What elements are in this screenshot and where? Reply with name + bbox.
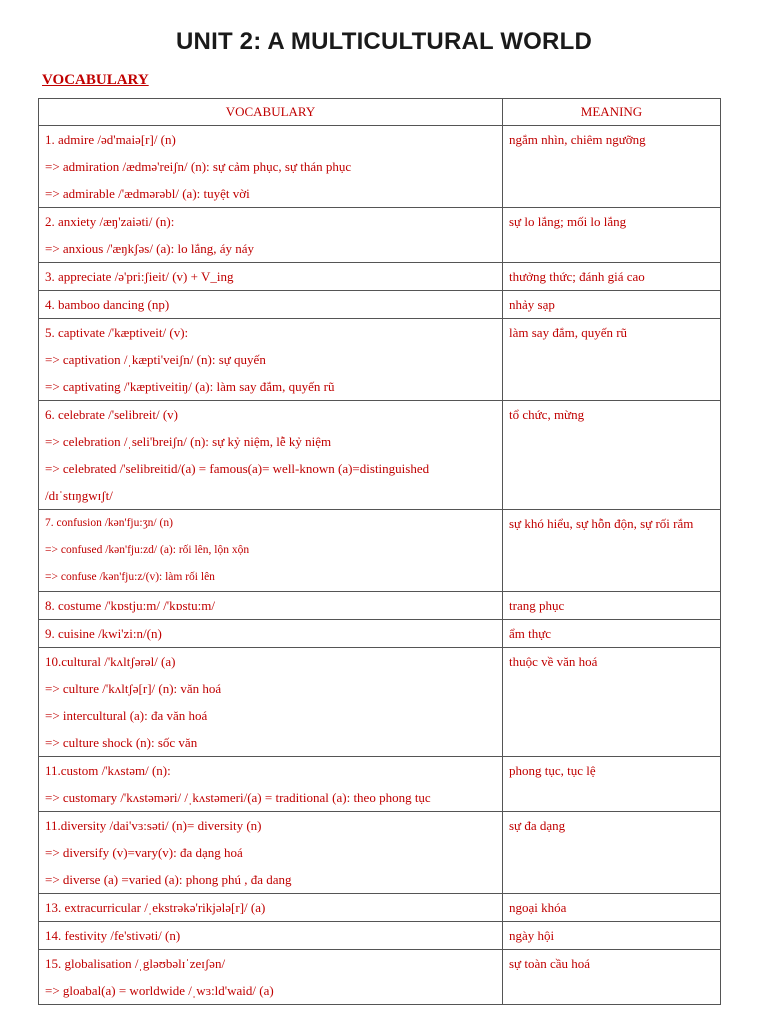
vocabulary-table [38,98,721,1005]
vocabulary-line: 15. globalisation /ˌgləʊbəlɪˈzeɪʃən/ [45,956,226,971]
table-row [39,208,721,263]
meaning-cell: sự khó hiểu, sự hỗn độn, sự rối rắm [503,510,721,592]
vocabulary-line: 2. anxiety /æŋ'zaiəti/ (n): [45,214,175,229]
vocabulary-cell [39,291,503,319]
vocabulary-line: 11.diversity /dai'vɜ:səti/ (n)= diversity (n) [45,818,262,833]
vocabulary-line: => gloabal(a) = worldwide /ˌwɜ:ld'waid/ (a) [45,983,274,998]
vocabulary-line: => celebrated /'selibreitid/(a) = famous(a)= well-known (a)=distinguished [45,461,430,476]
page-title: UNIT 2: A MULTICULTURAL WORLD [176,28,592,55]
meaning-cell: tổ chức, mừng [503,401,721,510]
vocabulary-line: => diversify (v)=vary(v): đa dạng hoá [45,845,243,860]
vocabulary-line: => admiration /ædmə'reiʃn/ (n): sự cảm phục, sự thán phục [45,159,352,174]
vocabulary-line: => captivation /ˌkæpti'veiʃn/ (n): sự quyến [45,352,266,367]
vocabulary-cell [39,126,503,208]
meaning-cell: thuộc về văn hoá [503,648,721,757]
vocabulary-cell [39,922,503,950]
meaning-cell: phong tục, tục lệ [503,757,721,812]
vocabulary-line: => celebration /ˌseli'breiʃn/ (n): sự kỷ niệm, lễ kỷ niệm [45,434,332,449]
meaning-cell: trang phục [503,592,721,620]
vocabulary-line: 11.custom /'kʌstəm/ (n): [45,763,171,778]
vocabulary-line: => anxious /'æŋkʃəs/ (a): lo lắng, áy náy [45,241,255,256]
meaning-cell: nhảy sạp [503,291,721,319]
vocabulary-cell [39,812,503,894]
table-row [39,126,721,208]
table-row [39,263,721,291]
vocabulary-line: => customary /'kʌstəməri/ /ˌkʌstəmeri/(a) = traditional (a): theo phong tục [45,790,431,805]
vocabulary-cell [39,620,503,648]
vocabulary-line: 6. celebrate /'selibreit/ (v) [45,407,179,422]
meaning-cell: sự đa dạng [503,812,721,894]
vocabulary-cell [39,208,503,263]
vocabulary-line: => admirable /'ædmərəbl/ (a): tuyệt vời [45,186,250,201]
table-row [39,291,721,319]
table-row [39,401,721,510]
table-header-row [39,99,721,126]
vocabulary-line: 5. captivate /'kæptiveit/ (v): [45,325,189,340]
meaning-cell: ngắm nhìn, chiêm ngưỡng [503,126,721,208]
meaning-cell: ngoại khóa [503,894,721,922]
vocabulary-cell [39,950,503,1005]
vocabulary-cell [39,319,503,401]
table-row [39,620,721,648]
header-vocabulary: VOCABULARY [39,99,503,126]
table-row [39,812,721,894]
vocabulary-line: 10.cultural /'kʌltʃərəl/ (a) [45,654,176,669]
vocabulary-cell [39,648,503,757]
vocabulary-line: => captivating /'kæptiveitiŋ/ (a): làm say đắm, quyến rũ [45,379,335,394]
vocabulary-line: /dɪˈstɪŋgwɪʃt/ [45,488,113,503]
vocabulary-line: 7. confusion /kən'fju:ʒn/ (n) [45,517,173,529]
table-row [39,757,721,812]
meaning-cell: ngày hội [503,922,721,950]
meaning-cell: ẩm thực [503,620,721,648]
vocabulary-line: => culture /'kʌltʃə[r]/ (n): văn hoá [45,681,222,696]
vocabulary-line: => intercultural (a): đa văn hoá [45,708,208,723]
table-row [39,922,721,950]
table-row [39,510,721,592]
vocabulary-line: 8. costume /'kɒstju:m/ /'kɒstu:m/ [45,598,215,613]
section-label: VOCABULARY [42,72,149,88]
vocabulary-cell [39,263,503,291]
vocabulary-line: => diverse (a) =varied (a): phong phú , đa dang [45,872,292,887]
vocabulary-line: 3. appreciate /ə'pri:ʃieit/ (v) + V_ing [45,269,234,284]
meaning-cell: thưởng thức; đánh giá cao [503,263,721,291]
vocabulary-line: 1. admire /əd'maiə[r]/ (n) [45,132,176,147]
meaning-cell: sự lo lắng; mối lo lắng [503,208,721,263]
vocabulary-cell [39,757,503,812]
vocabulary-line: => confuse /kən'fju:z/(v): làm rối lên [45,571,215,583]
vocabulary-line: 4. bamboo dancing (np) [45,297,170,312]
vocabulary-line: 14. festivity /fe'stivəti/ (n) [45,928,181,943]
table-row [39,592,721,620]
table-row [39,950,721,1005]
vocabulary-line: => culture shock (n): sốc văn [45,735,198,750]
header-meaning: MEANING [503,99,721,126]
vocabulary-line: 9. cuisine /kwi'zi:n/(n) [45,626,162,641]
meaning-cell: sự toàn cầu hoá [503,950,721,1005]
table-row [39,648,721,757]
vocabulary-cell [39,401,503,510]
meaning-cell: làm say đắm, quyến rũ [503,319,721,401]
table-row [39,894,721,922]
vocabulary-cell [39,592,503,620]
vocabulary-line: 13. extracurricular /ˌekstrəkə'rikjələ[r]/ (a) [45,900,266,915]
vocabulary-line: => confused /kən'fju:zd/ (a): rối lên, lộn xộn [45,544,250,556]
vocabulary-cell [39,510,503,592]
vocabulary-cell [39,894,503,922]
table-row [39,319,721,401]
